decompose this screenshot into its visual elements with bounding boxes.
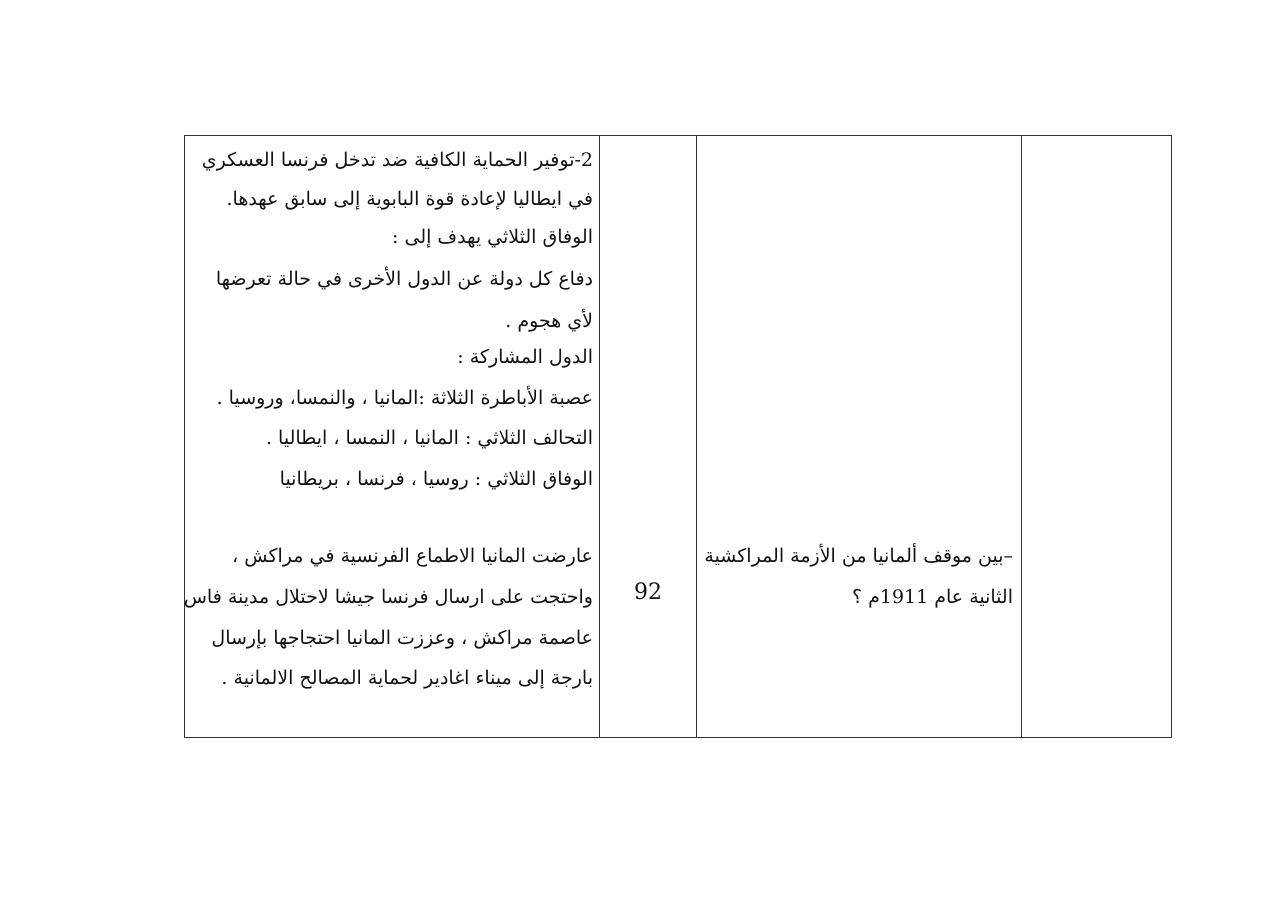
answer-line: في ايطاليا لإعادة قوة البابوية إلى سابق عهدها. [226,188,593,210]
lesson-table [184,135,1172,738]
answer-column [185,136,600,737]
empty-column [1022,136,1173,737]
answer-line: واحتجت على ارسال فرنسا جيشا لاحتلال مدينة فاس [183,586,593,608]
answer-line: بارجة إلى ميناء اغادير لحماية المصالح الالمانية . [221,667,593,689]
answer-line: لأي هجوم . [505,310,593,332]
page-number-column [600,136,697,737]
answer-line: الوفاق الثلاثي : روسيا ، فرنسا ، بريطانيا [279,468,593,490]
answer-line: عاصمة مراكش ، وعززت المانيا احتجاجها بإرسال [211,627,593,649]
answer-line: عصبة الأباطرة الثلاثة :المانيا ، والنمسا، وروسيا . [216,387,593,409]
answer-line: التحالف الثلاثي : المانيا ، النمسا ، ايطاليا . [265,427,593,449]
answer-line: الدول المشاركة : [457,346,593,368]
answer-line: عارضت المانيا الاطماع الفرنسية في مراكش ، [232,545,593,567]
answer-line: 2-توفير الحماية الكافية ضد تدخل فرنسا العسكري [201,149,593,171]
answer-line: دفاع كل دولة عن الدول الأخرى في حالة تعرضها [215,268,593,290]
page-number: 92 [634,580,662,605]
answer-line: الوفاق الثلاثي يهدف إلى : [392,226,593,248]
question-column [697,136,1022,737]
question-line: الثانية عام 1911م ؟ [851,586,1013,608]
question-line: –بين موقف ألمانيا من الأزمة المراكشية [704,545,1013,567]
